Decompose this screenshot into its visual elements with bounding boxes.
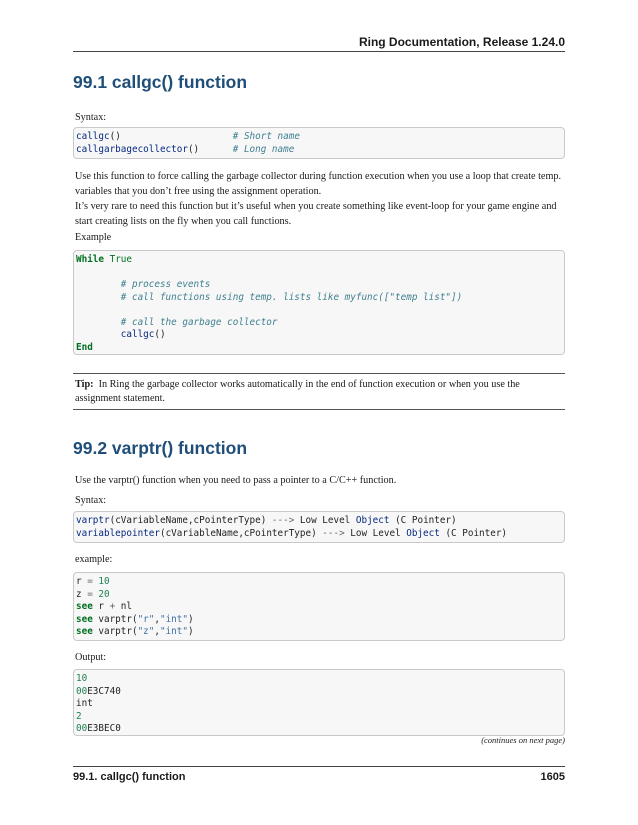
code-token (121, 131, 233, 142)
code-token: () (154, 329, 166, 340)
page-number: 1605 (540, 771, 565, 783)
section-heading-callgc: 99.1 callgc() function (73, 72, 248, 92)
code-token: End (76, 341, 93, 353)
code-token: True (109, 254, 132, 265)
code-token: E3C740 (87, 685, 121, 697)
code-block (73, 511, 565, 543)
code-line (76, 279, 564, 292)
code-token: "z" (137, 626, 155, 637)
code-token: 20 (98, 588, 110, 600)
continues-note: (continues on next page) (481, 735, 565, 745)
code-line (76, 131, 564, 144)
code-token: 10 (98, 576, 110, 587)
code-token: # call functions using temp. lists like myfunc(["temp list"]) (120, 291, 463, 303)
code-token: callgarbagecollector (76, 143, 188, 155)
code-line (76, 589, 564, 602)
code-token: callgc (76, 131, 110, 142)
code-token: varptr (76, 515, 110, 526)
code-line (76, 254, 564, 267)
code-line (76, 698, 564, 711)
code-token: () (109, 131, 121, 142)
footer-rule (73, 766, 565, 767)
code-token: ---> (322, 527, 345, 539)
code-line (76, 723, 564, 736)
code-token: nl (115, 601, 132, 612)
code-token: (C Pointer) (389, 515, 457, 526)
code-block (73, 127, 565, 159)
tip-body: In Ring the garbage collector works automatically in the end of function execution or when you use the assignment statement. (75, 379, 520, 404)
code-token: r (92, 601, 110, 612)
footer-section: 99.1. callgc() function (73, 771, 186, 783)
code-token: see (76, 626, 93, 637)
code-line (76, 267, 564, 280)
code-token: "int" (159, 626, 188, 637)
code-token (76, 292, 121, 303)
code-block (73, 250, 565, 355)
header-rule (73, 51, 565, 52)
code-token: Low Level (294, 515, 356, 526)
code-line (76, 711, 564, 724)
code-token: see (76, 601, 93, 612)
code-token (199, 144, 233, 155)
code-token: Object (355, 515, 390, 526)
code-token: varptr( (92, 613, 138, 625)
code-token: ) (187, 626, 194, 637)
code-line (76, 342, 564, 355)
code-token: , (154, 613, 160, 625)
running-header: Ring Documentation, Release 1.24.0 (358, 35, 565, 49)
code-token: (C Pointer) (439, 527, 508, 539)
syntax-label: Syntax: (75, 112, 107, 123)
code-token: () (187, 143, 200, 155)
code-line (76, 576, 564, 589)
code-token: 00 (76, 685, 88, 697)
code-line (76, 317, 564, 330)
code-line (76, 614, 564, 627)
code-line (76, 144, 564, 157)
code-token: , (154, 626, 160, 637)
code-token: variablepointer (76, 527, 160, 539)
code-token: Low Level (344, 527, 407, 539)
code-token: 00 (76, 723, 88, 734)
code-token (76, 279, 121, 290)
code-line (76, 626, 564, 639)
tip-box (73, 373, 565, 410)
example-label: Example (75, 232, 112, 243)
code-token: callgc (120, 329, 155, 340)
code-token: = (87, 588, 93, 600)
code-token: "int" (159, 613, 188, 625)
code-token: # Short name (232, 131, 300, 142)
code-token: Object (406, 527, 440, 539)
syntax-label: Syntax: (75, 495, 107, 506)
code-line (76, 528, 564, 541)
code-token: While (76, 254, 104, 265)
code-token: # Long name (232, 143, 295, 155)
code-token: = (87, 576, 93, 587)
code-line (76, 304, 564, 317)
code-token: (cVariableName,cPointerType) (109, 515, 272, 526)
code-line (76, 673, 564, 686)
code-token: (cVariableName,cPointerType) (159, 527, 323, 539)
code-line (76, 329, 564, 342)
paragraph: Use this function to force calling the garbage collector during function execution when you use a loop that create temp. variables that you don’t free using the assignment operation. (75, 171, 562, 197)
code-token: "r" (137, 613, 155, 625)
code-token: see (76, 613, 93, 625)
code-line (76, 292, 564, 305)
example-label: example: (75, 554, 113, 565)
code-token: 2 (76, 710, 82, 722)
code-line (76, 601, 564, 614)
code-token: varptr( (92, 626, 138, 637)
code-token: ---> (271, 515, 295, 526)
code-line (76, 686, 564, 699)
paragraph: Use the varptr() function when you need to pass a pointer to a C/C++ function. (75, 475, 397, 486)
code-token: + (109, 601, 116, 612)
code-token: r (76, 576, 88, 587)
paragraph: It’s very rare to need this function but it’s useful when you create something like event-loop for your game engine and start creating lists on the fly when you call functions. (75, 201, 557, 227)
code-token: 10 (76, 673, 88, 684)
code-block (73, 572, 565, 641)
output-label: Output: (75, 652, 107, 663)
code-block (73, 669, 565, 736)
code-token: z (76, 588, 88, 600)
code-token: int (76, 698, 93, 709)
code-token (76, 317, 121, 328)
code-token: ) (187, 613, 194, 625)
tip-label: Tip: (75, 379, 94, 390)
code-token (76, 329, 121, 340)
tip-text (75, 378, 563, 405)
code-token: # process events (120, 279, 211, 290)
code-token: # call the garbage collector (120, 316, 278, 328)
code-line (76, 515, 564, 528)
section-heading-varptr: 99.2 varptr() function (73, 438, 248, 458)
code-token: E3BEC0 (87, 723, 121, 734)
